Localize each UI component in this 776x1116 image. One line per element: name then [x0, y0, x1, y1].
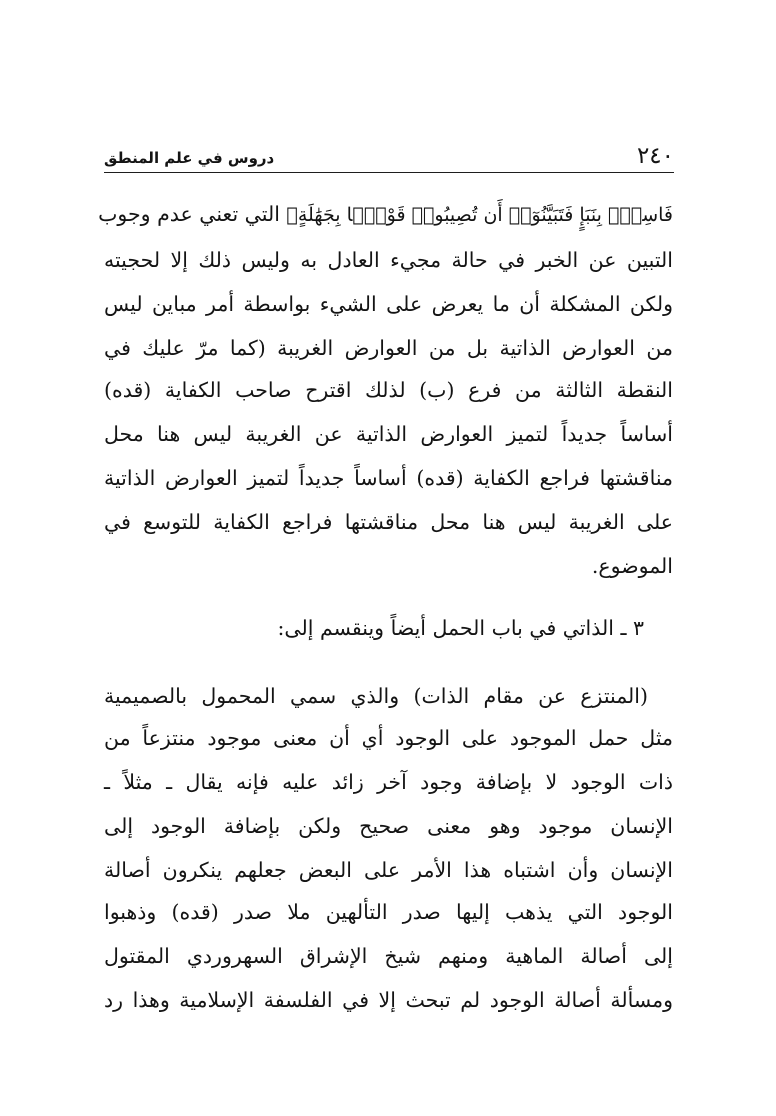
- body-line: التبين عن الخبر في حالة مجيء العادل به وليس ذلك إلا لحجيته: [104, 248, 673, 272]
- body-line: على الغريبة ليس هنا محل مناقشتها فراجع الكفاية للتوسع في: [104, 510, 673, 534]
- page-number: ٢٤٠: [636, 143, 674, 169]
- body-line: النقطة الثالثة من فرع (ب) لذلك اقترح صاحب الكفاية (قده): [104, 378, 673, 402]
- section-heading: ٣ ـ الذاتي في باب الحمل أيضاً وينقسم إلى:: [277, 616, 644, 640]
- ornate-bracket: ﴾: [286, 204, 298, 226]
- body-line: مناقشتها فراجع الكفاية (قده) أساساً جديداً لتميز العوارض الذاتية: [104, 466, 673, 490]
- body-line: إلى أصالة الماهية ومنهم شيخ الإشراق السهروردي المقتول: [104, 944, 673, 968]
- body-line: من العوارض الذاتية بل من العوارض الغريبة (كما مرّ عليك في: [104, 336, 673, 360]
- body-line: ذات الوجود لا بإضافة وجود آخر زائد عليه فإنه يقال ـ مثلاً ـ: [104, 770, 673, 794]
- body-line: الإنسان موجود وهو معنى صحيح ولكن بإضافة الوجود إلى: [104, 814, 673, 838]
- body-line: (المنتزع عن مقام الذات) والذي سمي المحمول بالصميمية: [104, 684, 648, 708]
- quran-verse: فَاسِقُۢ بِنَبَإٍ فَتَبَيَّنُوٓا۟ أَن تُصِيبُوا۟ قَوْمًۢا بِجَهَٰلَةٍ: [297, 204, 673, 226]
- body-line: مثل حمل الموجود على الوجود أي أن معنى موجود منتزعاً من: [104, 726, 673, 750]
- body-line: أساساً جديداً لتميز العوارض الذاتية عن الغريبة ليس هنا محل: [104, 422, 673, 446]
- body-line: الوجود التي يذهب إليها صدر التألهين ملا صدر (قده) وذهبوا: [104, 900, 673, 924]
- book-title: دروس في علم المنطق: [104, 149, 275, 167]
- running-header: [104, 138, 674, 173]
- body-text: التي تعني عدم وجوب: [98, 202, 287, 226]
- body-line: ولكن المشكلة أن ما يعرض على الشيء بواسطة أمر مباين ليس: [104, 292, 673, 316]
- body-line: الإنسان وأن اشتباه هذا الأمر على البعض جعلهم ينكرون أصالة: [104, 858, 673, 882]
- body-line: ومسألة أصالة الوجود لم تبحث إلا في الفلسفة الإسلامية وهذا رد: [104, 988, 673, 1012]
- body-line: الموضوع.: [591, 554, 673, 578]
- body-line: [98, 194, 673, 234]
